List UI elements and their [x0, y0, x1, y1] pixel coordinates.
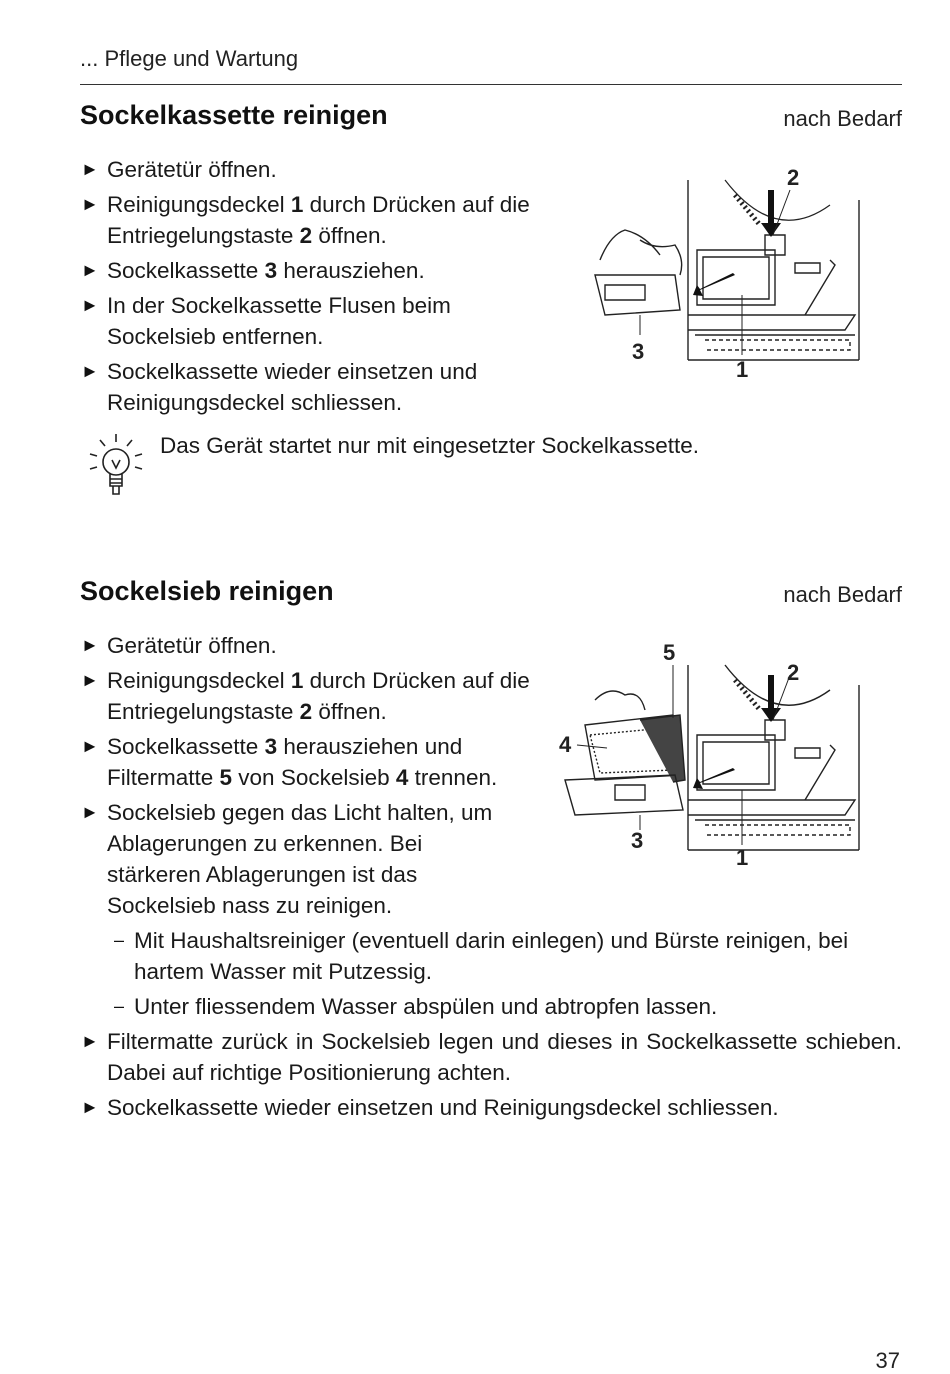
step-arrow-icon: ►: [81, 635, 99, 655]
callout-2: 2: [787, 660, 800, 685]
callout-1: 1: [736, 357, 749, 382]
lightbulb-tip-icon: [80, 424, 150, 504]
callout-3: 3: [631, 828, 644, 853]
substep-text: Mit Haushaltsreiniger (eventuell darin einlegen) und Bürste reinigen, bei hartem Wasser mit Putzessig.: [134, 928, 849, 984]
step-arrow-icon: ►: [81, 295, 99, 315]
text-run: Sockelkassette: [107, 734, 265, 759]
text-run: Reinigungsdeckel: [107, 192, 291, 217]
tip-text: Das Gerät startet nur mit eingesetzter Sockelkassette.: [160, 433, 699, 458]
dash-marker: –: [114, 930, 125, 950]
step-arrow-icon: ►: [81, 802, 99, 822]
reference-number: 3: [264, 258, 278, 283]
step-text: [107, 258, 425, 283]
text-run: Gerätetür öffnen.: [107, 157, 277, 182]
page-number: 37: [875, 1348, 900, 1373]
reference-number: 1: [290, 668, 304, 693]
text-run: durch Drücken auf die Entriegelungstaste: [107, 668, 530, 724]
text-run: Filtermatte zurück in Sockelsieb legen und dieses in Sockelkassette schieben. Dabei auf richtige Positionierung achten.: [107, 1029, 902, 1085]
step-arrow-icon: ►: [81, 361, 99, 381]
filter-separation-illustration: [555, 640, 905, 880]
text-run: Sockelkassette: [107, 258, 265, 283]
cassette-removal-illustration: [585, 165, 905, 385]
step-item: [80, 630, 537, 661]
step-item: [80, 797, 497, 921]
step-item: [80, 1026, 902, 1088]
reference-number: 5: [219, 765, 233, 790]
text-run: Gerätetür öffnen.: [107, 633, 277, 658]
text-run: durch Drücken auf die Entriegelungstaste: [107, 192, 530, 248]
text-run: von Sockelsieb: [232, 765, 396, 790]
step-arrow-icon: ►: [81, 1097, 99, 1117]
callout-4: 4: [559, 732, 572, 757]
text-run: Sockelkassette wieder einsetzen und Reinigungsdeckel schliessen.: [107, 1095, 779, 1120]
text-run: In der Sockelkassette Flusen beim Sockelsieb entfernen.: [107, 293, 451, 349]
reference-number: 2: [299, 699, 313, 724]
step-text: [107, 1029, 902, 1085]
callout-2: 2: [787, 165, 800, 190]
text-run: herausziehen.: [277, 258, 425, 283]
step-text: [107, 734, 497, 790]
step-arrow-icon: ►: [81, 670, 99, 690]
step-item: [80, 665, 537, 727]
step-item: [80, 1092, 902, 1123]
reference-number: 2: [299, 223, 313, 248]
step-text: [107, 800, 492, 918]
step-list-1: [80, 154, 540, 422]
step-text: [107, 192, 530, 248]
callout-1: 1: [736, 845, 749, 870]
substep-item: [80, 925, 902, 987]
step-text: [107, 633, 277, 658]
text-run: herausziehen und Filtermatte: [107, 734, 463, 790]
step-arrow-icon: ►: [81, 194, 99, 214]
step-item: [80, 290, 540, 352]
dash-marker: –: [114, 996, 125, 1016]
section-title-sockelsieb: Sockelsieb reinigen: [80, 576, 334, 606]
callout-3: 3: [632, 339, 645, 364]
step-arrow-icon: ►: [81, 260, 99, 280]
step-item: [80, 154, 540, 185]
text-run: Sockelkassette wieder einsetzen und Reinigungsdeckel schliessen.: [107, 359, 478, 415]
text-run: öffnen.: [312, 699, 387, 724]
step-item: [80, 731, 537, 793]
text-run: trennen.: [408, 765, 498, 790]
step-text: [107, 359, 477, 415]
reference-number: 4: [395, 765, 409, 790]
step-arrow-icon: ►: [81, 159, 99, 179]
step-text: [107, 668, 530, 724]
text-run: Sockelsieb gegen das Licht halten, um Ablagerungen zu erkennen. Bei stärkeren Ablagerungen ist das Sockelsieb nass zu reinigen.: [107, 800, 493, 918]
step-text: [107, 293, 451, 349]
header-divider: [80, 84, 902, 85]
step-item: [80, 255, 540, 286]
substep-item: [80, 991, 902, 1022]
step-arrow-icon: ►: [81, 736, 99, 756]
text-run: öffnen.: [312, 223, 387, 248]
step-text: [107, 1095, 779, 1120]
section-title-sockelkassette: Sockelkassette reinigen: [80, 100, 388, 130]
step-arrow-icon: ►: [81, 1031, 99, 1051]
frequency-label: nach Bedarf: [783, 106, 902, 131]
step-item: [80, 356, 540, 418]
frequency-label: nach Bedarf: [783, 582, 902, 607]
text-run: Reinigungsdeckel: [107, 668, 291, 693]
reference-number: 1: [290, 192, 304, 217]
substep-text: Unter fliessendem Wasser abspülen und abtropfen lassen.: [134, 994, 718, 1019]
step-item: [80, 189, 540, 251]
running-header: ... Pflege und Wartung: [80, 46, 299, 71]
callout-5: 5: [663, 640, 676, 665]
step-text: [107, 157, 277, 182]
reference-number: 3: [264, 734, 278, 759]
